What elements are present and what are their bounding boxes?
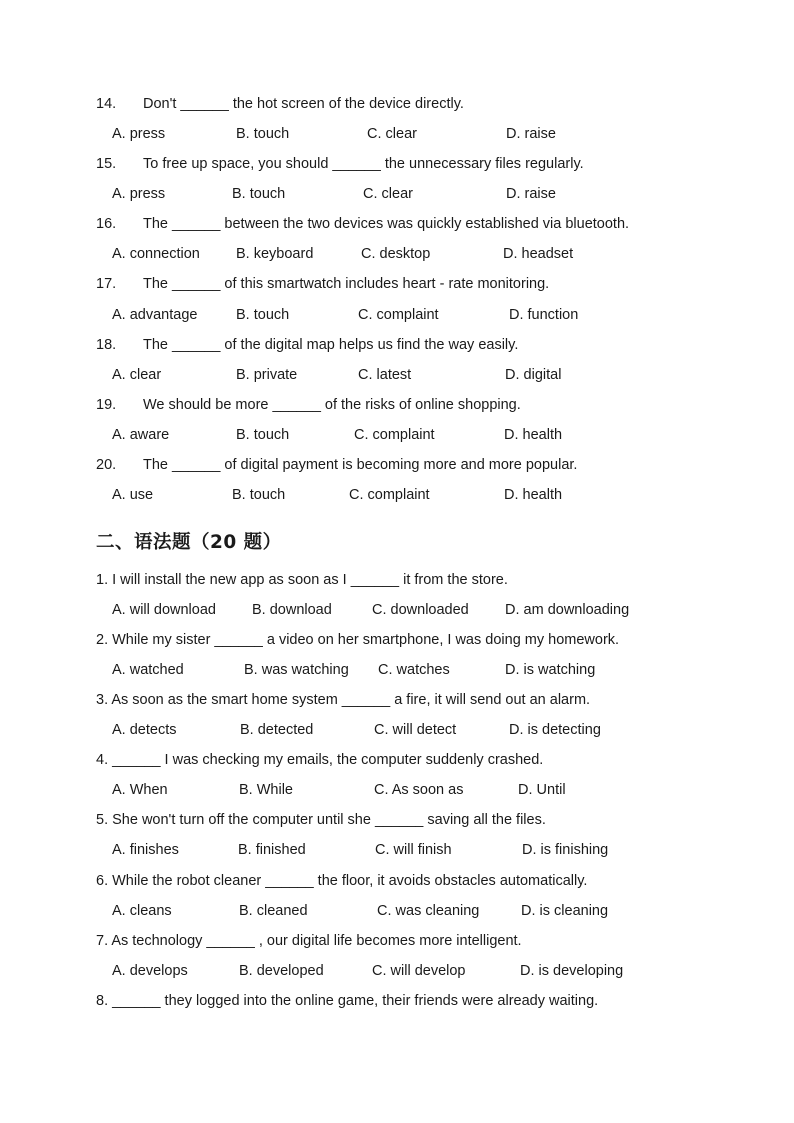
option-c: C. complaint: [358, 307, 439, 323]
question-17: [96, 276, 549, 292]
option-b: B. touch: [232, 186, 286, 202]
option-b: B. touch: [232, 487, 286, 503]
question-text: The ______ of digital payment is becoming more and more popular.: [143, 457, 578, 473]
question-text: We should be more ______ of the risks of online shopping.: [143, 397, 521, 413]
option-a: A. develops: [112, 963, 188, 979]
option-a: A. aware: [112, 427, 170, 443]
question-14: [96, 96, 464, 112]
option-c: C. downloaded: [372, 602, 469, 618]
question-number: 19.: [96, 397, 117, 413]
option-b: B. touch: [236, 307, 290, 323]
grammar-question-6: 6. While the robot cleaner ______ the floor, it avoids obstacles automatically.: [96, 873, 588, 889]
option-c: C. was cleaning: [377, 903, 480, 919]
option-d: D. is watching: [505, 662, 596, 678]
option-b: B. was watching: [244, 662, 349, 678]
grammar-question-8: 8. ______ they logged into the online game, their friends were already waiting.: [96, 993, 599, 1009]
grammar-question-3: 3. As soon as the smart home system ______ a fire, it will send out an alarm.: [96, 692, 591, 708]
option-a: A. will download: [112, 602, 216, 618]
option-b: B. While: [239, 782, 293, 798]
question-20: [96, 457, 577, 473]
option-c: C. complaint: [354, 427, 435, 443]
option-c: C. will develop: [372, 963, 466, 979]
question-15: [96, 156, 584, 172]
grammar-question-2: 2. While my sister ______ a video on her smartphone, I was doing my homework.: [96, 632, 620, 648]
option-a: A. detects: [112, 722, 177, 738]
grammar-question-1: 1. I will install the new app as soon as I ______ it from the store.: [96, 572, 508, 588]
option-a: A. use: [112, 487, 154, 503]
option-a: A. finishes: [112, 842, 179, 858]
grammar-question-4: 4. ______ I was checking my emails, the computer suddenly crashed.: [96, 752, 544, 768]
option-d: D. Until: [518, 782, 566, 798]
option-d: D. raise: [506, 186, 556, 202]
question-number: 18.: [96, 337, 117, 353]
option-a: A. clear: [112, 367, 162, 383]
question-text: The ______ of this smartwatch includes heart - rate monitoring.: [143, 276, 550, 292]
grammar-question-7: 7. As technology ______ , our digital life becomes more intelligent.: [96, 933, 522, 949]
option-a: A. advantage: [112, 307, 198, 323]
option-a: A. When: [112, 782, 168, 798]
option-d: D. is finishing: [522, 842, 609, 858]
question-number: 14.: [96, 96, 117, 112]
question-number: 17.: [96, 276, 117, 292]
option-c: C. clear: [363, 186, 413, 202]
option-b: B. cleaned: [239, 903, 308, 919]
question-16: [96, 216, 629, 232]
question-19: [96, 397, 521, 413]
option-d: D. is developing: [520, 963, 624, 979]
option-c: C. desktop: [361, 246, 431, 262]
option-a: A. press: [112, 126, 166, 142]
option-d: D. digital: [505, 367, 562, 383]
option-c: C. will finish: [375, 842, 452, 858]
option-a: A. press: [112, 186, 166, 202]
option-b: B. private: [236, 367, 298, 383]
option-d: D. headset: [503, 246, 574, 262]
section-heading: 二、语法题（20 题）: [96, 532, 282, 553]
option-b: B. touch: [236, 126, 290, 142]
question-number: 20.: [96, 457, 117, 473]
option-b: B. finished: [238, 842, 306, 858]
option-a: A. connection: [112, 246, 200, 262]
option-b: B. download: [252, 602, 332, 618]
option-d: D. am downloading: [505, 602, 630, 618]
option-c: C. watches: [378, 662, 450, 678]
question-number: 16.: [96, 216, 117, 232]
option-c: C. latest: [358, 367, 412, 383]
option-d: D. raise: [506, 126, 556, 142]
option-d: D. health: [504, 487, 563, 503]
option-b: B. detected: [240, 722, 314, 738]
option-a: A. cleans: [112, 903, 172, 919]
grammar-question-5: 5. She won't turn off the computer until she ______ saving all the files.: [96, 812, 546, 828]
option-b: B. keyboard: [236, 246, 314, 262]
option-d: D. is cleaning: [521, 903, 609, 919]
option-d: D. is detecting: [509, 722, 601, 738]
question-number: 15.: [96, 156, 117, 172]
question-text: The ______ between the two devices was quickly established via bluetooth.: [143, 216, 630, 232]
option-c: C. will detect: [374, 722, 457, 738]
question-text: The ______ of the digital map helps us find the way easily.: [143, 337, 519, 353]
option-d: D. function: [509, 307, 579, 323]
question-text: To free up space, you should ______ the unnecessary files regularly.: [143, 156, 584, 172]
option-c: C. complaint: [349, 487, 430, 503]
option-c: C. clear: [367, 126, 417, 142]
option-b: B. touch: [236, 427, 290, 443]
question-text: Don't ______ the hot screen of the device directly.: [143, 96, 464, 112]
option-b: B. developed: [239, 963, 324, 979]
option-d: D. health: [504, 427, 563, 443]
option-c: C. As soon as: [374, 782, 464, 798]
question-18: [96, 337, 518, 353]
option-a: A. watched: [112, 662, 184, 678]
